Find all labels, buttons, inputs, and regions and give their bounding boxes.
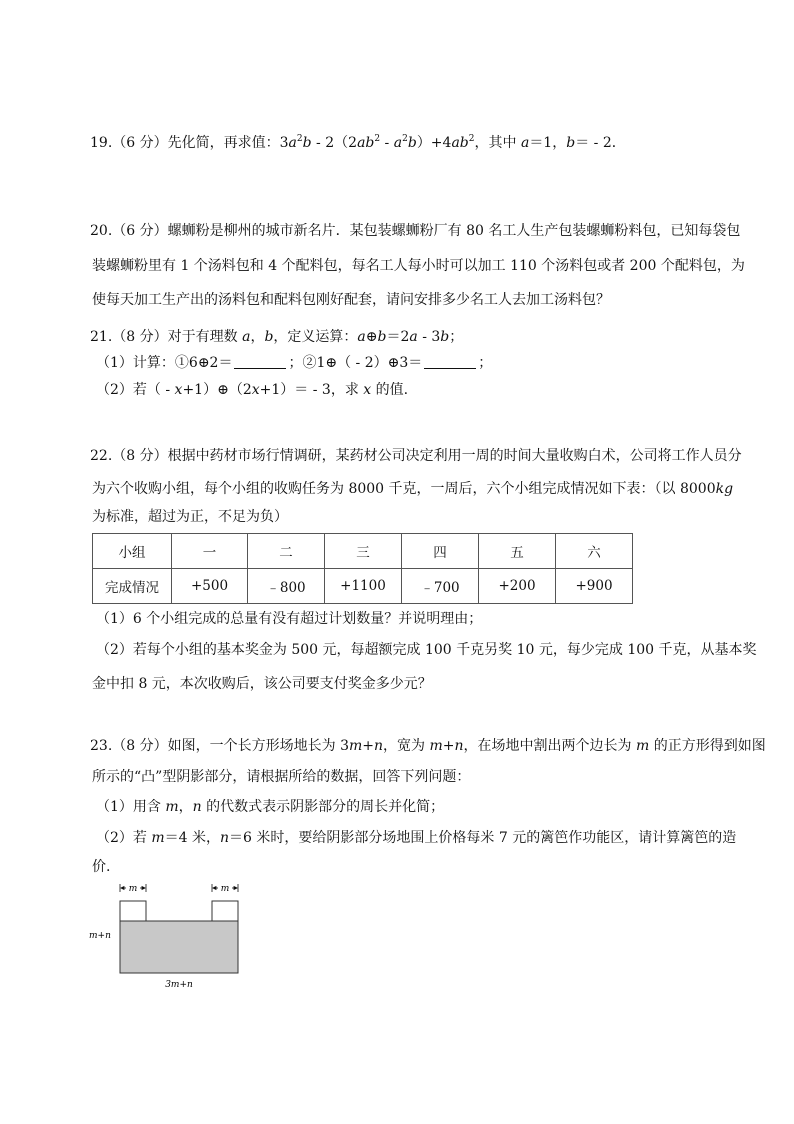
question-score: （8 分）	[112, 738, 168, 754]
label-m-right: m	[220, 884, 230, 894]
question-22-line-2: 为六个收购小组，每个小组的收购任务为 8000 千克，一周后，六个小组完成情况如下表：（以 8000kg	[92, 481, 734, 497]
question-20-line-3: 使每天加工生产出的汤料包和配料包刚好配套，请问安排多少名工人去加工汤料包？	[92, 292, 610, 308]
question-23-line-1: 23.（8 分）如图，一个长方形场地长为 3m+n，宽为 m+n，在场地中割出两个边长为 m 的正方形得到如图	[90, 738, 766, 754]
question-number: 19.	[90, 135, 113, 151]
question-22-line-3: 为标准，超过为正，不足为负）	[92, 509, 288, 525]
question-20-line-1: 20.（6 分）螺蛳粉是柳州的城市新名片．某包装螺蛳粉厂有 80 名工人生产包装螺蛳粉料包，已知每袋包	[90, 223, 741, 239]
question-20-line-2: 装螺蛳粉里有 1 个汤料包和 4 个配料包，每名工人每小时可以加工 110 个汤料包或者 200 个配料包，为	[92, 258, 745, 274]
question-23-line-2: 所示的“凸”型阴影部分，请根据所给的数据，回答下列问题：	[92, 769, 471, 785]
table-cell: ﹣700	[402, 569, 479, 604]
question-22-part-2-line-1: （2）若每个小组的基本奖金为 500 元，每超额完成 100 千克另奖 10 元，每少完成 100 千克，从基本奖	[96, 642, 757, 658]
table-row	[93, 534, 633, 569]
table-cell: ﹣800	[248, 569, 325, 604]
question-score: （6 分）	[112, 135, 168, 151]
answer-blank[interactable]	[424, 354, 476, 369]
answer-blank[interactable]	[234, 354, 286, 369]
question-22-part-2-line-2: 金中扣 8 元，本次收购后，该公司要支付奖金多少元？	[92, 676, 432, 692]
table-cell: 二	[248, 534, 325, 569]
question-number: 23.	[90, 738, 113, 754]
table-cell: 小组	[93, 534, 172, 569]
question-score: （8 分）	[112, 448, 168, 464]
question-19: 19.（6 分）先化简，再求值：$3a^2b - 2(2ab^2 - a^2b)+4ab^2$，其中 a＝1，b＝ - 2．	[90, 134, 626, 151]
table-cell: 一	[172, 534, 248, 569]
label-width: 3m+n	[165, 980, 193, 990]
table-cell: 五	[479, 534, 556, 569]
completion-table	[92, 533, 633, 604]
question-23-part-2-line-1: （2）若 m＝4 米，n＝6 米时，要给阴影部分场地围上价格每米 7 元的篱笆作功能区，请计算篱笆的造	[96, 830, 737, 846]
table-cell: 六	[556, 534, 633, 569]
cut-square-left	[120, 901, 146, 921]
question-number: 22.	[90, 448, 113, 464]
table-cell: +500	[172, 569, 248, 604]
question-score: （6 分）	[112, 223, 168, 239]
question-21: 21.（8 分）对于有理数 a，b，定义运算：a⊕b＝2a - 3b；	[90, 329, 464, 345]
table-cell: 四	[402, 534, 479, 569]
table-cell: 三	[325, 534, 402, 569]
table-cell: +200	[479, 569, 556, 604]
question-21-part-1: （1）计算：①6⊕2＝ ；②1⊕（ - 2）⊕3＝ ；	[96, 355, 493, 371]
table-row	[93, 569, 633, 604]
question-number: 21.	[90, 329, 113, 345]
table-cell: +1100	[325, 569, 402, 604]
convex-shape-figure	[88, 880, 258, 992]
question-number: 20.	[90, 223, 113, 239]
question-score: （8 分）	[112, 329, 168, 345]
label-m-left: m	[128, 884, 138, 894]
cut-square-right	[212, 901, 238, 921]
question-22-part-1: （1）6 个小组完成的总量有没有超过计划数量？并说明理由；	[96, 611, 483, 627]
question-22-line-1: 22.（8 分）根据中药材市场行情调研，某药材公司决定利用一周的时间大量收购白术，公司将工作人员分	[90, 448, 742, 464]
question-23-part-1: （1）用含 m，n 的代数式表示阴影部分的周长并化简；	[96, 799, 445, 815]
question-23-part-2-line-2: 价.	[92, 859, 111, 875]
table-cell: 完成情况	[93, 569, 172, 604]
table-cell: +900	[556, 569, 633, 604]
question-21-part-2: （2）若（ - x+1）⊕（2x+1）＝ - 3，求 x 的值.	[96, 382, 409, 398]
label-height: m+n	[89, 931, 111, 941]
